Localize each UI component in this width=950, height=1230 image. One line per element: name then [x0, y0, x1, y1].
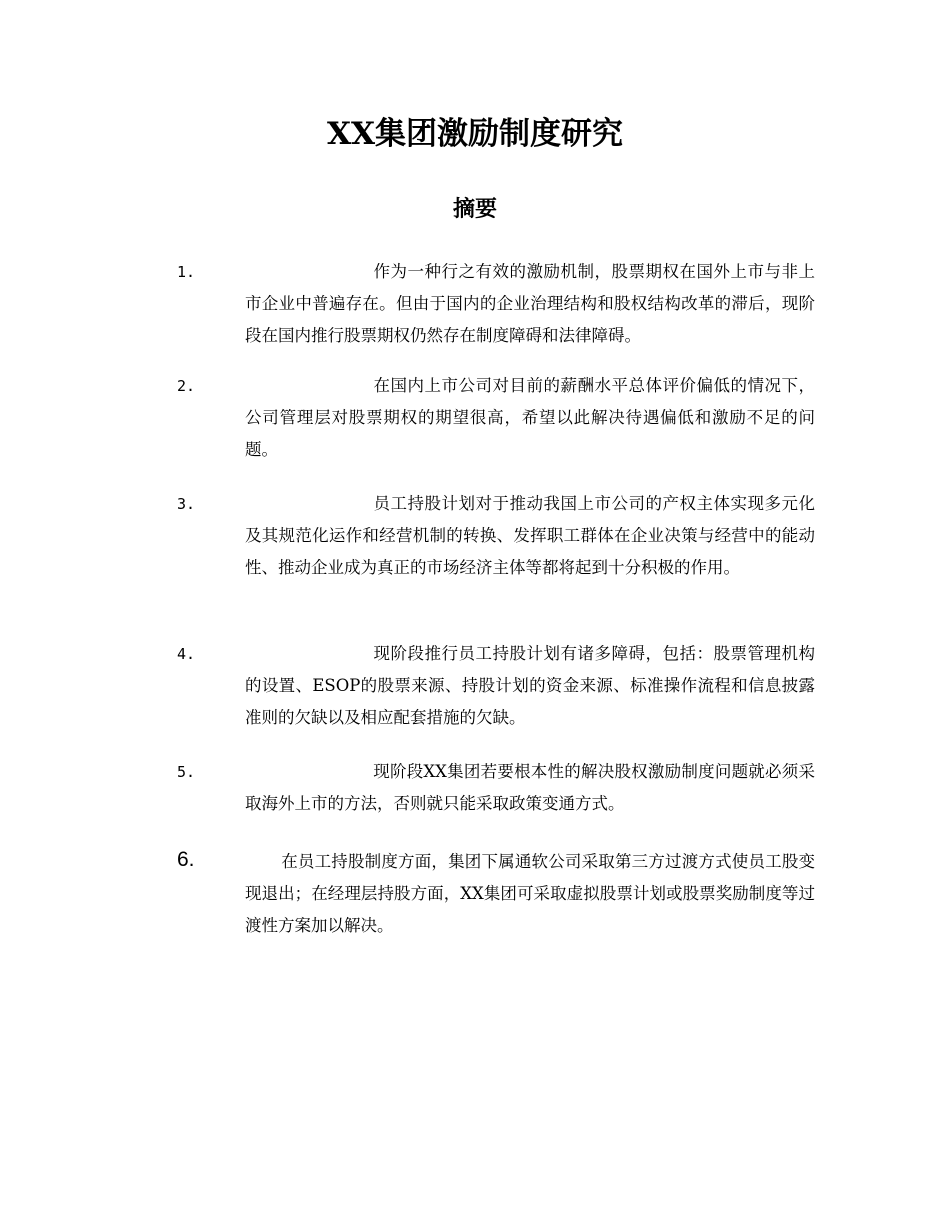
list-item-number: 2. — [177, 377, 196, 395]
document-title: XX集团激励制度研究 — [326, 116, 624, 152]
list-item-number: 6. — [177, 848, 195, 871]
list-item-text: 在员工持股制度方面，集团下属通软公司采取第三方过渡方式使员工股变现退出；在经理层持股方面，XX集团可采取虚拟股票计划或股票奖励制度等过渡性方案加以解决。 — [245, 852, 815, 935]
abstract-heading: 摘要 — [452, 196, 497, 222]
list-item-text: 在国内上市公司对目前的薪酬水平总体评价偏低的情况下，公司管理层对股票期权的期望很高，希望以此解决待遇偏低和激励不足的问题。 — [245, 376, 815, 459]
list-item-text: 作为一种行之有效的激励机制，股票期权在国外上市与非上市企业中普遍存在。但由于国内的企业治理结构和股权结构改革的滞后，现阶段在国内推行股票期权仍然存在制度障碍和法律障碍。 — [245, 262, 815, 345]
list-item-number: 5. — [177, 763, 196, 781]
list-item-number: 1. — [177, 263, 196, 281]
list-item-text: 员工持股计划对于推动我国上市公司的产权主体实现多元化及其规范化运作和经营机制的转换、发挥职工群体在企业决策与经营中的能动性、推动企业成为真正的市场经济主体等都将起到十分积极的作用。 — [245, 494, 815, 577]
list-item-number: 3. — [177, 495, 196, 513]
list-item-text: 现阶段XX集团若要根本性的解决股权激励制度问题就必须采取海外上市的方法，否则就只能采取政策变通方式。 — [245, 762, 815, 813]
list-item-number: 4. — [177, 645, 196, 663]
list-item-text: 现阶段推行员工持股计划有诸多障碍，包括：股票管理机构的设置、ESOP的股票来源、持股计划的资金来源、标准操作流程和信息披露准则的欠缺以及相应配套措施的欠缺。 — [245, 644, 815, 727]
